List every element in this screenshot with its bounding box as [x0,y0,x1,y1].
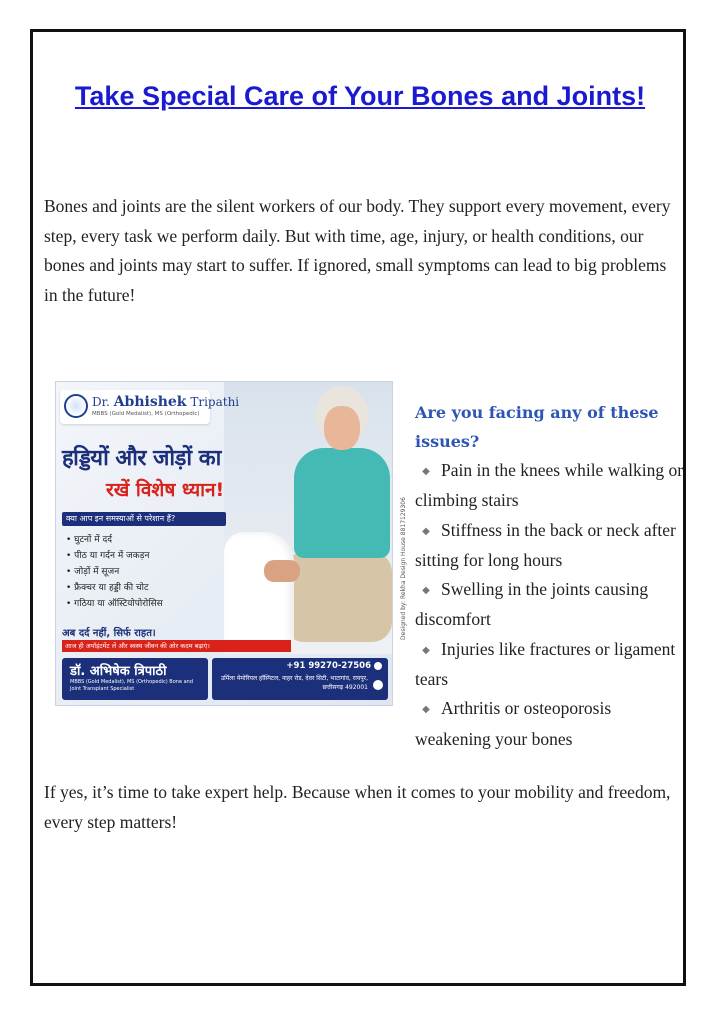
list-item [415,456,685,516]
diamond-bullet-icon: ◆ [422,644,430,656]
footer-doctor-quals: MBBS (Gold Medalist), MS (Orthopedic) Bone and Joint Transplant Specialist [70,679,194,692]
diamond-bullet-icon: ◆ [422,704,430,716]
doctor-prefix: Dr. [92,395,110,409]
phone-number: +91 99270-27506 [286,661,371,671]
doctor-first-name: Abhishek [113,394,187,410]
poster-credit: Designed by: Rekha Design House 8817129306 [400,497,407,640]
list-item: • घुटनों में दर्द [66,535,113,545]
list-item: • जोड़ों में सूजन [66,567,120,577]
patient-shirt [294,448,390,558]
poster-logo-block [60,390,240,424]
issues-heading: Are you facing any of these issues? [415,403,659,451]
page-title: Take Special Care of Your Bones and Joints! [74,81,646,111]
poster-photo [224,382,392,654]
poster-image [55,381,393,706]
diamond-bullet-icon: ◆ [422,466,430,477]
list-item: • गठिया या ऑस्टियोपोरोसिस [66,599,163,609]
phone-icon [374,662,382,670]
issue-text: Stiffness in the back or neck after sitting for long hours [415,519,676,570]
poster-footer-doctor [62,658,208,700]
poster-doctor-quals: MBBS (Gold Medalist), MS (Orthopedic) [92,411,200,417]
doctor-surname: Tripathi [190,395,240,409]
poster-doctor-name [92,394,239,410]
poster-footer-contact [212,658,388,700]
location-pin-icon [373,680,383,690]
list-item [415,694,685,754]
list-item [415,635,685,695]
poster-appointment-banner: आज ही अपॉइंटमेंट लें और स्वस्थ जीवन की ओर कदम बढ़ाएं। [62,640,291,652]
closing-paragraph: If yes, it’s time to take expert help. Because when it comes to your mobility and freedom, every step matters! [44,782,671,832]
patient-face [324,406,360,450]
poster-phone [286,661,382,671]
issues-list [415,456,685,754]
doctor-hand [264,560,300,582]
clinic-logo-icon [64,394,88,418]
footer-doctor-name: डॉ. अभिषेक त्रिपाठी [70,664,167,679]
poster-headline-1: हड्डियों और जोड़ों का [62,446,221,471]
patient-legs [284,552,392,642]
issue-text: Swelling in the joints causing discomfort [415,579,649,630]
list-item: • फ्रैक्चर या हड्डी की चोट [66,583,149,593]
list-item [415,516,685,576]
poster-question: क्या आप इन समस्याओं से परेशान हैं? [62,512,226,526]
poster-symptom-list [66,532,163,612]
poster-headline-2: रखें विशेष ध्यान! [106,479,225,501]
intro-paragraph: Bones and joints are the silent workers of our body. They support every movement, every step, every task we perform daily. But with time, age, injury, or health conditions, our bones and joints may start to suffer. If ignored, small symptoms can lead to big problems in the future! [44,196,671,305]
issue-text: Pain in the knees while walking or climbing stairs [415,460,684,511]
list-item [415,575,685,635]
issue-text: Injuries like fractures or ligament tears [415,638,676,690]
doctor-coat [224,532,294,652]
poster-tagline: अब दर्द नहीं, सिर्फ राहत। [62,628,156,639]
issue-text: Arthritis or osteoporosis weakening your bones [415,698,612,749]
diamond-bullet-icon: ◆ [422,525,430,537]
list-item: • पीठ या गर्दन में जकड़न [66,551,150,561]
diamond-bullet-icon: ◆ [422,585,430,597]
poster-address: उर्मिला मेमोरियल हॉस्पिटल, नाहर रोड, देवर सिटी, भाटागांव, रायपुर, छत्तीसगढ़ 492001 [220,675,368,691]
